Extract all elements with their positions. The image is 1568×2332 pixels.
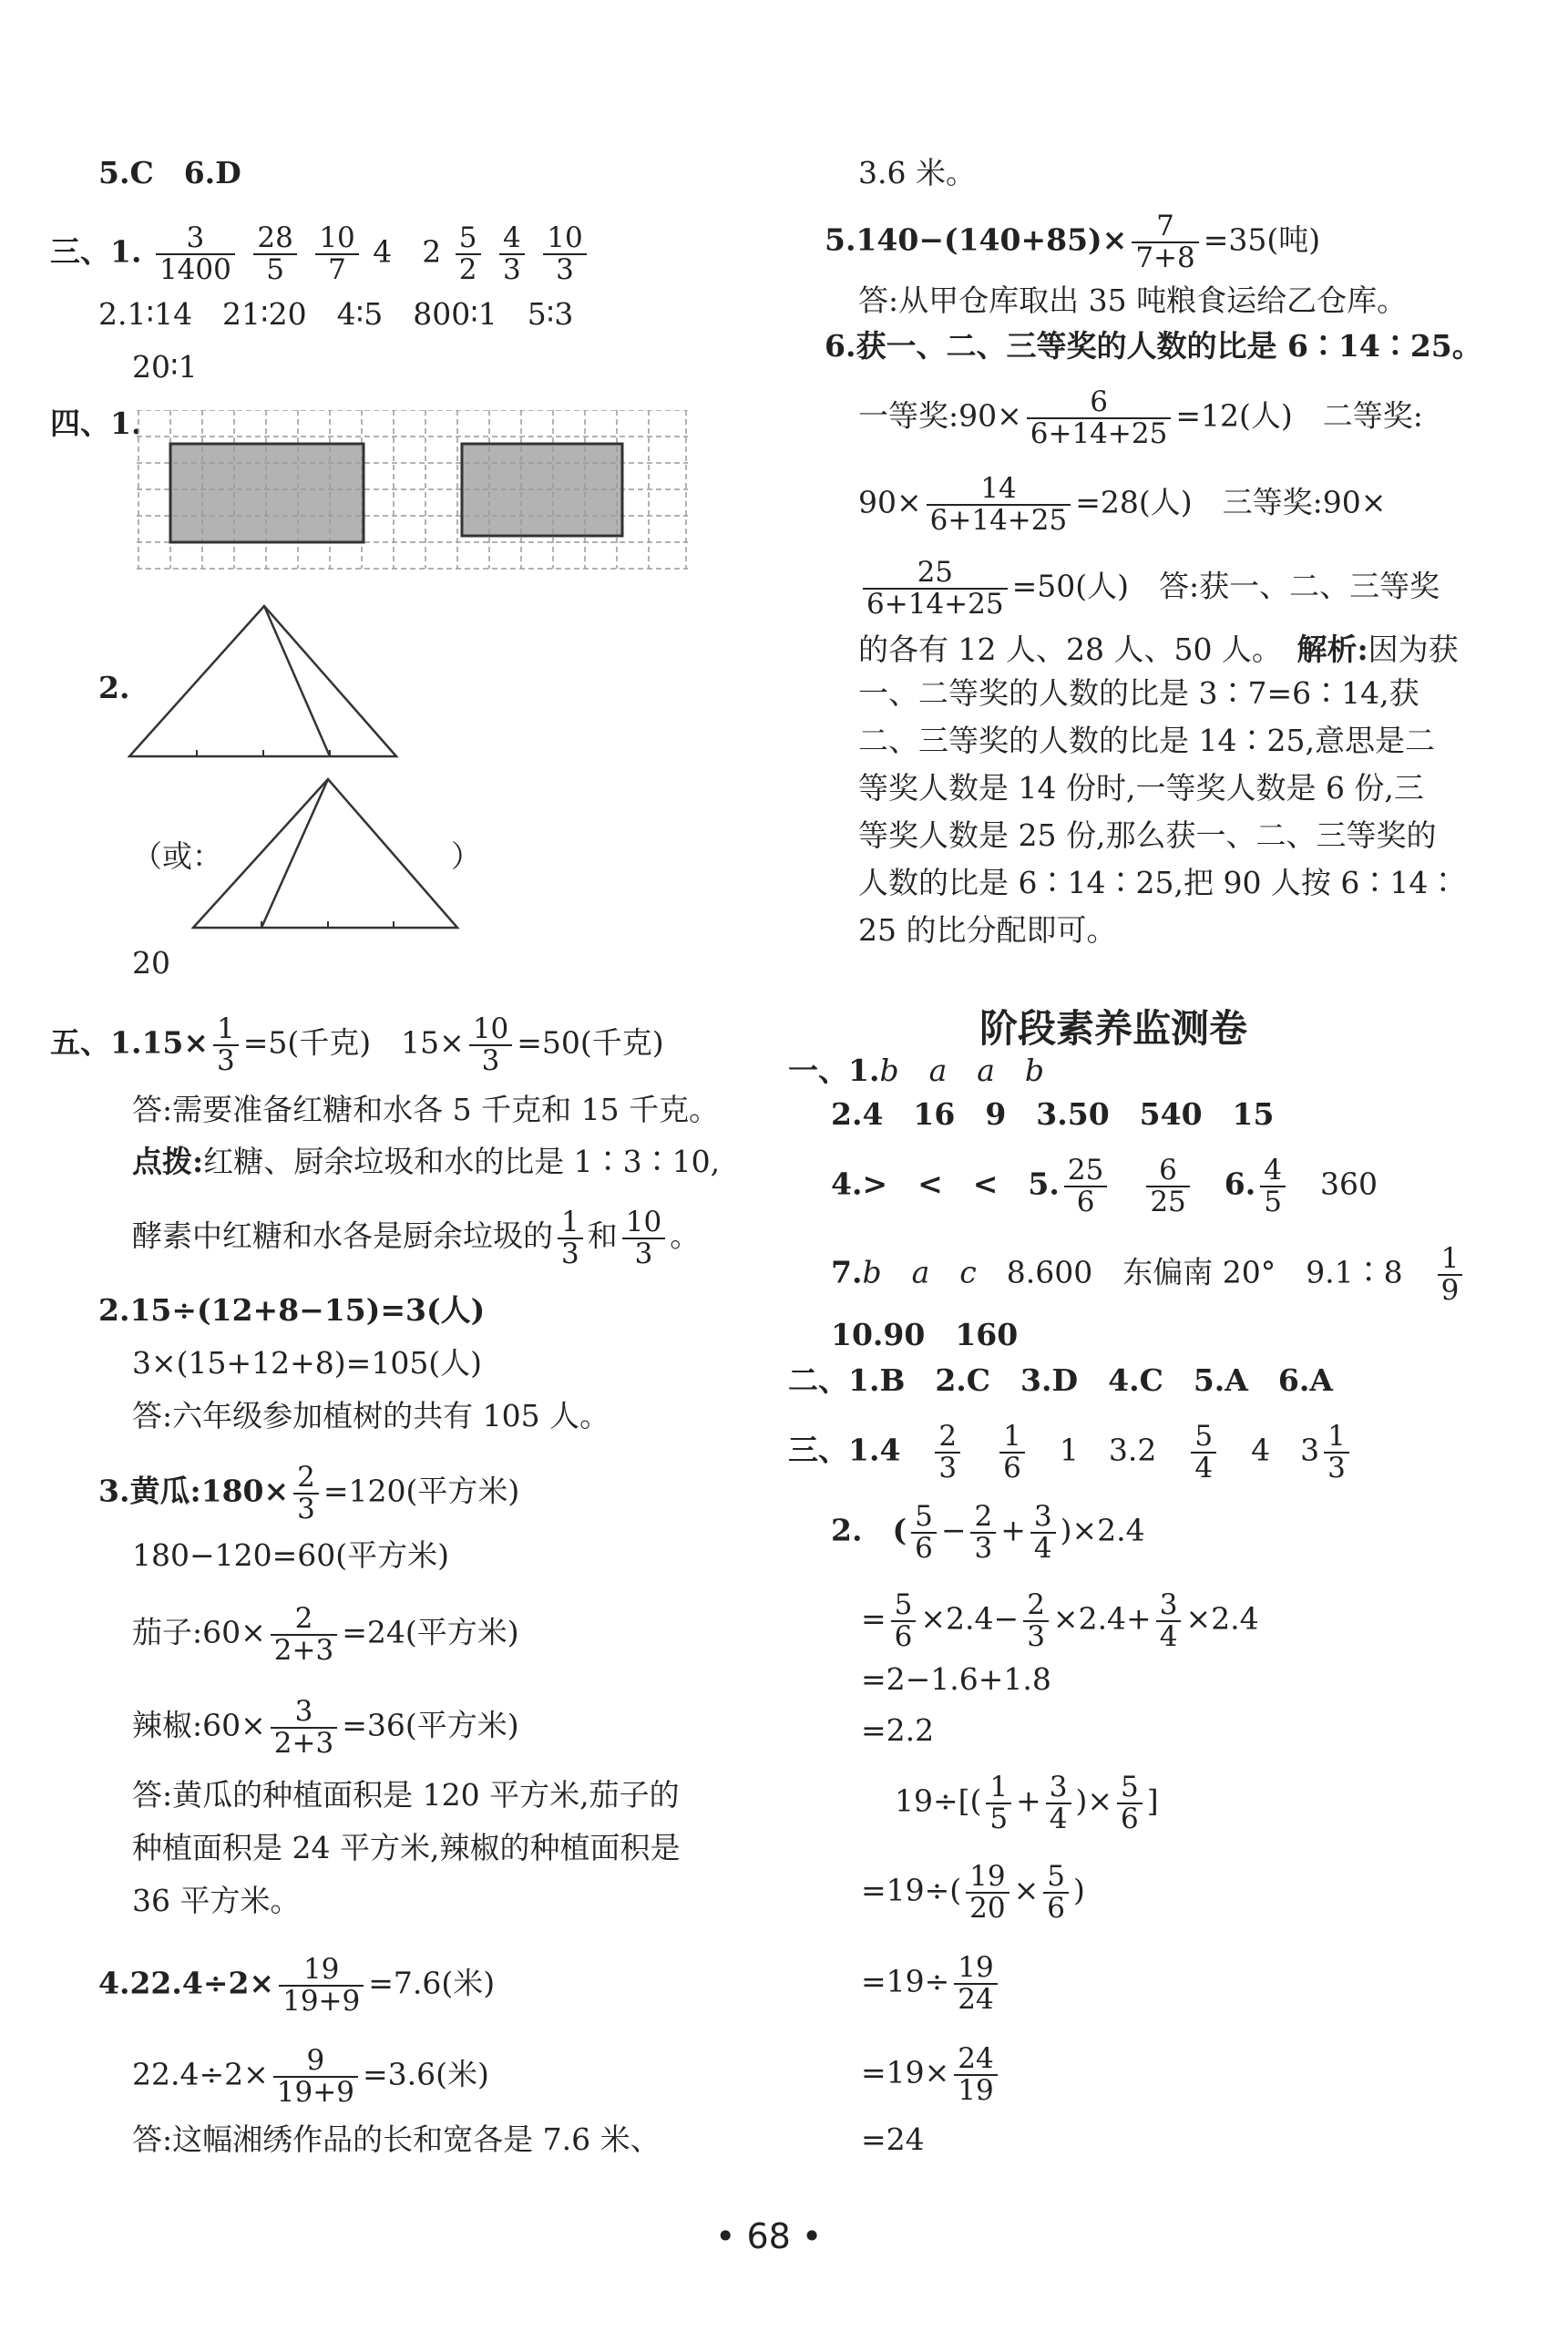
right-s15: =19× $\frac{24}{19}$ [861, 2044, 1002, 2105]
right-s11: =2.2 [861, 1712, 935, 1748]
fraction: $\frac{1}{5}$ [986, 1772, 1011, 1834]
fraction: $\frac{19}{24}$ [954, 1953, 997, 2014]
left-line-23: 4.22.4÷2× $\frac{19}{19+9}$ =7.6(米) [98, 1953, 496, 2018]
fraction: $\frac{1}{3}$ [1324, 1422, 1349, 1483]
left-line-3: 2.1∶14 21∶20 4∶5 800∶1 5∶3 [98, 296, 574, 332]
right-line-2: 5.140−(140+85)× $\frac{7}{7+8}$ =35(吨) [825, 210, 1321, 274]
left-line-17: 180−120=60(平方米) [132, 1537, 450, 1573]
fraction: $\frac{1}{9}$ [1438, 1244, 1463, 1305]
fraction: $\frac{5}{4}$ [1191, 1422, 1216, 1483]
fraction: $\frac{25}{6}$ [1064, 1156, 1107, 1217]
fraction: $\frac{5}{6}$ [911, 1502, 937, 1563]
right-line-14: 25 的比分配即可。 [858, 912, 1117, 948]
right-s8: 2. ( $\frac{5}{6}$ − $\frac{2}{3}$ + $\frac{3}{4}$ )×2.4 [831, 1500, 1145, 1565]
fraction: $\frac{6}{6+14+25}$ [1027, 387, 1172, 448]
fraction: $\frac{2}{3}$ [293, 1463, 319, 1524]
left-line-7a: （或： [132, 838, 222, 874]
left-line-2: 三、1. $\frac{3}{1400}$ $\frac{28}{5}$ $\frac{10}{7}$ 4 2 $\frac{5}{2}$ $\frac{4}{3}$ $\frac{10}{3}$ [50, 223, 591, 284]
right-s9: = $\frac{5}{6}$ ×2.4− $\frac{2}{3}$ ×2.4+ $\frac{3}{4}$ ×2.4 [861, 1588, 1259, 1653]
fraction: $\frac{3}{4}$ [1046, 1772, 1071, 1834]
fraction: $\frac{1}{6}$ [999, 1422, 1025, 1483]
fraction: $\frac{25}{6+14+25}$ [863, 558, 1008, 619]
left-line-12: 酵素中红糖和水各是厨余垃圾的 $\frac{1}{3}$ 和 $\frac{10}{3}$ 。 [132, 1206, 701, 1270]
left-line-15: 答:六年级参加植树的共有 105 人。 [132, 1398, 610, 1433]
fraction: $\frac{2}{3}$ [1023, 1590, 1049, 1651]
page-number: • 68 • [715, 2216, 823, 2256]
right-line-3: 答:从甲仓库取出 35 吨粮食运给乙仓库。 [858, 283, 1408, 318]
right-line-12: 等奖人数是 25 份,那么获一、二、三等奖的 [858, 817, 1437, 853]
fraction: $\frac{9}{19+9}$ [273, 2046, 358, 2107]
fraction: $\frac{19}{20}$ [966, 1862, 1009, 1923]
fraction: $\frac{10}{3}$ [622, 1207, 665, 1269]
fraction: $\frac{2}{3}$ [970, 1502, 996, 1563]
right-line-5: 一等奖:90× $\frac{6}{6+14+25}$ =12(人) 二等奖: [858, 385, 1423, 450]
fraction: $\frac{5}{6}$ [1117, 1772, 1143, 1834]
right-line-13: 人数的比是 6∶14∶25,把 90 人按 6∶14∶ [858, 865, 1459, 900]
right-s5: 10.90 160 [831, 1317, 1019, 1352]
fraction: $\frac{28}{5}$ [253, 223, 296, 284]
left-line-19: 辣椒:60× $\frac{3}{2+3}$ =36(平方米) [132, 1695, 519, 1760]
fraction: $\frac{3}{4}$ [1156, 1590, 1182, 1651]
fraction: $\frac{3}{4}$ [1030, 1502, 1056, 1563]
grid-rectangles-figure [137, 410, 692, 574]
left-line-24: 22.4÷2× $\frac{9}{19+9}$ =3.6(米) [132, 2044, 489, 2109]
fraction: $\frac{3}{2+3}$ [271, 1697, 337, 1758]
fraction: $\frac{5}{2}$ [456, 223, 481, 284]
fraction: $\frac{19}{19+9}$ [279, 1955, 364, 2016]
fraction: $\frac{1}{3}$ [213, 1014, 239, 1075]
left-line-25: 答:这幅湘绣作品的长和宽各是 7.6 米、 [132, 2121, 661, 2157]
fraction: $\frac{4}{3}$ [499, 223, 525, 284]
fraction: $\frac{1}{3}$ [558, 1207, 583, 1269]
right-line-6: 90× $\frac{14}{6+14+25}$ =28(人) 三等奖:90× [858, 472, 1387, 537]
right-line-1: 3.6 米。 [858, 155, 976, 190]
right-s14: =19÷ $\frac{19}{24}$ [861, 1953, 1002, 2014]
left-line-16: 3.黄瓜:180× $\frac{2}{3}$ =120(平方米) [98, 1461, 520, 1526]
right-line-4: 6.获一、二、三等奖的人数的比是 6∶14∶25。 [825, 328, 1482, 364]
right-s16: =24 [861, 2121, 925, 2157]
fraction: $\frac{2}{3}$ [935, 1422, 960, 1483]
right-s7: 三、1.4 $\frac{2}{3}$ $\frac{1}{6}$ 1 3.2 $\frac{5}{4}$ 4 3 $\frac{1}{3}$ [788, 1422, 1354, 1483]
left-line-22: 36 平方米。 [132, 1883, 301, 1918]
triangle-figure-1 [128, 601, 401, 765]
right-s2: 2.4 16 9 3.50 540 15 [831, 1096, 1275, 1132]
left-line-11: 点拨:红糖、厨余垃圾和水的比是 1∶3∶10, [132, 1144, 721, 1179]
left-line-9: 五、1.15× $\frac{1}{3}$ =5(千克) 15× $\frac{10}{3}$ =50(千克) [50, 1012, 664, 1077]
left-line-21: 种植面积是 24 平方米,辣椒的种植面积是 [132, 1830, 681, 1865]
left-line-14: 3×(15+12+8)=105(人) [132, 1345, 483, 1381]
fraction: $\frac{10}{3}$ [543, 223, 586, 284]
left-line-1: 5.C 6.D [98, 155, 241, 190]
fraction: $\frac{10}{7}$ [315, 223, 358, 284]
left-line-4: 20∶1 [132, 349, 198, 385]
right-line-10: 二、三等奖的人数的比是 14∶25,意思是二 [858, 723, 1435, 758]
fraction: $\frac{5}{6}$ [891, 1590, 917, 1651]
fraction: $\frac{14}{6+14+25}$ [927, 474, 1071, 535]
fraction: $\frac{3}{1400}$ [156, 223, 235, 284]
fraction: $\frac{5}{6}$ [1043, 1862, 1069, 1923]
left-line-6: 2. [98, 670, 130, 705]
fraction: $\frac{24}{19}$ [954, 2044, 997, 2105]
right-line-11: 等奖人数是 14 份时,一等奖人数是 6 份,三 [858, 770, 1424, 806]
right-line-8: 的各有 12 人、28 人、50 人。 解析:因为获 [858, 632, 1459, 667]
section-title: 阶段素养监测卷 [979, 1006, 1248, 1051]
fraction: $\frac{2}{2+3}$ [271, 1604, 337, 1665]
right-s13: =19÷( $\frac{19}{20}$ × $\frac{5}{6}$ ) [861, 1860, 1085, 1925]
right-s3: 4.> < < 5. $\frac{25}{6}$ $\frac{6}{25}$ 6. $\frac{4}{5}$ 360 [831, 1154, 1378, 1218]
right-s6: 二、1.B 2.C 3.D 4.C 5.A 6.A [788, 1362, 1333, 1398]
left-line-13: 2.15÷(12+8−15)=3(人) [98, 1292, 486, 1328]
right-s12: 19÷[( $\frac{1}{5}$ + $\frac{3}{4}$ )× $\frac{5}{6}$ ] [895, 1771, 1159, 1835]
left-line-8: 20 [132, 945, 170, 981]
fraction: $\frac{7}{7+8}$ [1132, 211, 1198, 272]
triangle-figure-2 [191, 775, 465, 934]
left-line-7b: ） [451, 838, 481, 874]
right-s1: 一、1.b a a b [788, 1053, 1045, 1088]
fraction: $\frac{4}{5}$ [1260, 1156, 1286, 1217]
right-line-7: $\frac{25}{6+14+25}$ =50(人) 答:获一、二、三等奖 [858, 558, 1440, 619]
fraction: $\frac{10}{3}$ [469, 1014, 512, 1075]
left-line-20: 答:黄瓜的种植面积是 120 平方米,茄子的 [132, 1777, 680, 1813]
right-s10: =2−1.6+1.8 [861, 1661, 1051, 1697]
left-line-10: 答:需要准备红糖和水各 5 千克和 15 千克。 [132, 1092, 720, 1127]
fraction: $\frac{6}{25}$ [1146, 1156, 1189, 1217]
left-line-18: 茄子:60× $\frac{2}{2+3}$ =24(平方米) [132, 1602, 519, 1667]
left-line-5: 四、1. [50, 406, 142, 441]
right-s4: 7.b a c 8.600 东偏南 20° 9.1∶8 $\frac{1}{9}$ [831, 1244, 1467, 1305]
right-line-9: 一、二等奖的人数的比是 3∶7=6∶14,获 [858, 675, 1419, 711]
